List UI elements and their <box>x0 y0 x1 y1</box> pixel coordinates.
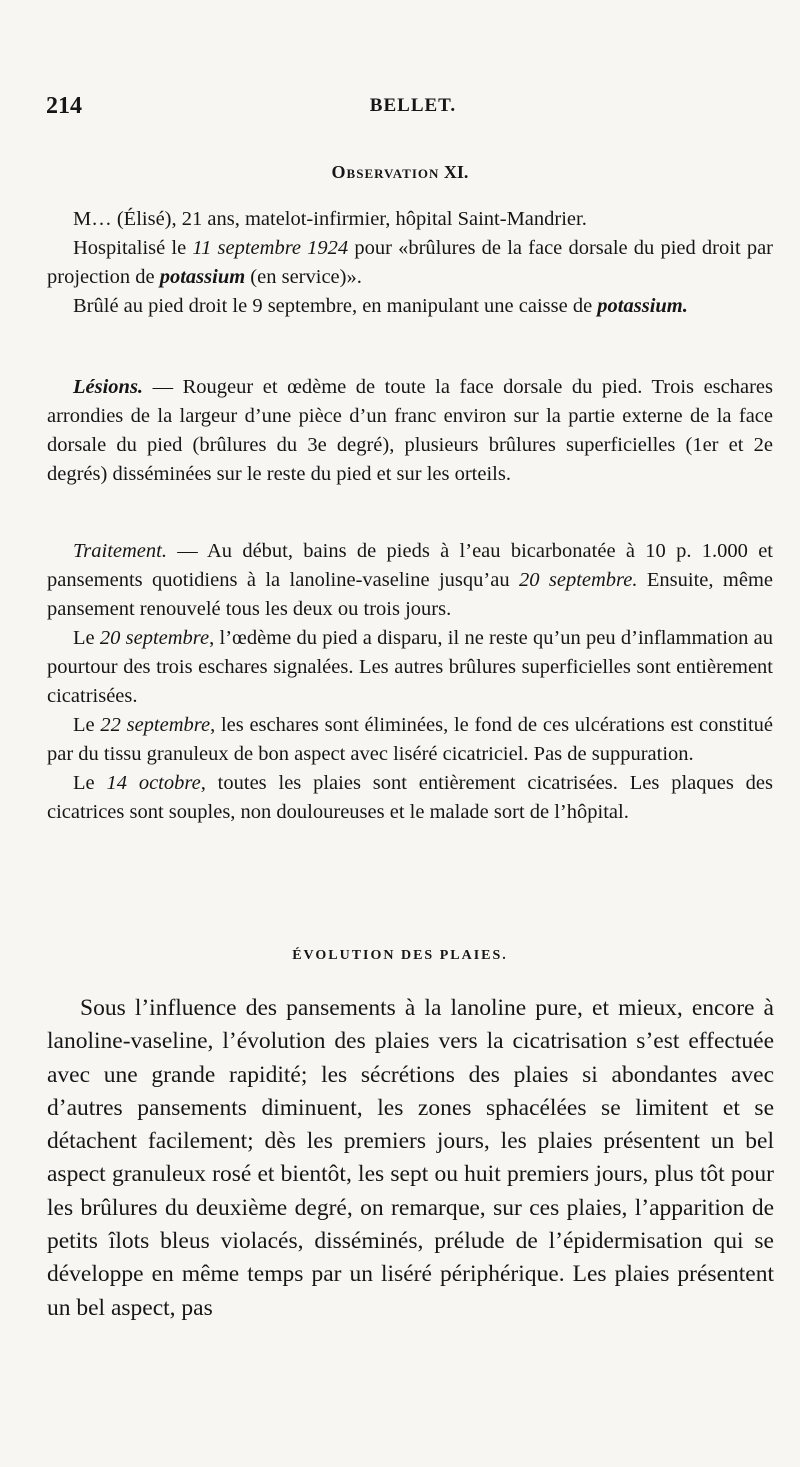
text-span: — Au début, bains de pieds à l’eau bicarbonatée à 10 p. 1.000 et pansements quotidiens à la lanoline-vaseline jusqu’au <box>47 540 773 591</box>
observation-title-word: Observation <box>331 162 440 182</box>
section-title: ÉVOLUTION DES PLAIES. <box>292 948 508 963</box>
text-span: Hospitalisé le <box>73 237 193 259</box>
treatment-paragraph <box>47 537 773 624</box>
oct14-paragraph <box>47 769 773 827</box>
observation-title-number: XI. <box>439 162 469 182</box>
potassium-term: potassium. <box>597 295 688 317</box>
lesions-paragraph <box>47 373 773 489</box>
text-span: Le <box>73 627 100 649</box>
evolution-section <box>47 992 774 1325</box>
text-span: toutes les plaies sont entièrement cicatrisées. Les plaques des cicatrices sont souples, non douloureuses et le malade sort de l’hôpital. <box>47 772 773 823</box>
lesions-label: Lésions. <box>73 376 144 398</box>
text-span: Le <box>73 714 101 736</box>
sept20-paragraph <box>47 624 773 711</box>
text-span: pour «brûlures de la face dorsale du pied droit par projection de <box>47 237 773 288</box>
date-span: 20 septembre. <box>518 569 638 591</box>
text-span: , les eschares sont éliminées, le fond de ces ulcérations est constitué par du tissu granuleux de bon aspect avec liséré cicatriciel. Pas de suppuration. <box>47 714 773 765</box>
page-header <box>46 93 740 123</box>
running-head: BELLET. <box>369 95 457 116</box>
burn-paragraph <box>47 292 773 321</box>
treatment-label: Traitement. <box>73 540 167 562</box>
evolution-paragraph: Sous l’influence des pansements à la lanoline pure, et mieux, encore à lanoline-vaseline, l’évolution des plaies vers la cicatrisation s’est effectuée avec une grande rapidité; les sécrétions des plaies si abondantes avec d’autres pansements diminuent, les zones sphacélées se limitent et se détachent facilement; dès les premiers jours, les plaies présentent un bel aspect granuleux rosé et bientôt, les sept ou huit premiers jours, plus tôt pour les brûlures du deuxième degré, on remarque, sur ces plaies, l’apparition de petits îlots bleus violacés, disséminés, prélude de l’épidermisation qui se développe en même temps par un liséré périphérique. Les plaies présentent un bel aspect, pas <box>47 995 774 1321</box>
date-span: 14 octobre, <box>106 772 206 794</box>
text-span: , l’œdème du pied a disparu, il ne reste qu’un peu d’inflammation au pourtour des trois eschares signalées. Les autres brûlures superficielles sont entièrement cicatrisées. <box>47 627 774 707</box>
observation-title <box>0 162 800 183</box>
date-span: 11 septembre 1924 <box>192 237 349 259</box>
treatment-block <box>47 537 773 827</box>
lesions-text: — Rougeur et œdème de toute la face dorsale du pied. Trois eschares arrondies de la largeur d’une pièce d’un franc environ sur la partie externe de la face dorsale du pied (brûlures du 3e degré), plusieurs brûlures superficielles (1er et 2e degrés) disséminées sur le reste du pied et sur les orteils. <box>47 376 773 485</box>
potassium-term: potassium <box>159 266 246 288</box>
text-span: (en service)». <box>245 266 362 288</box>
text-span: Le <box>73 772 107 794</box>
text-span: Ensuite, même pansement renouvelé tous les deux ou trois jours. <box>47 569 773 620</box>
sept22-paragraph <box>47 711 773 769</box>
hospitalisation-paragraph <box>47 234 773 292</box>
date-span: 20 septembre <box>99 627 210 649</box>
patient-line: M… (Élisé), 21 ans, matelot-infirmier, hôpital Saint-Mandrier. <box>73 208 587 230</box>
page-number: 214 <box>46 93 82 119</box>
date-span: 22 septembre <box>100 714 211 736</box>
text-span: Brûlé au pied droit le 9 septembre, en manipulant une caisse de <box>73 295 598 317</box>
observation-intro <box>47 205 773 321</box>
